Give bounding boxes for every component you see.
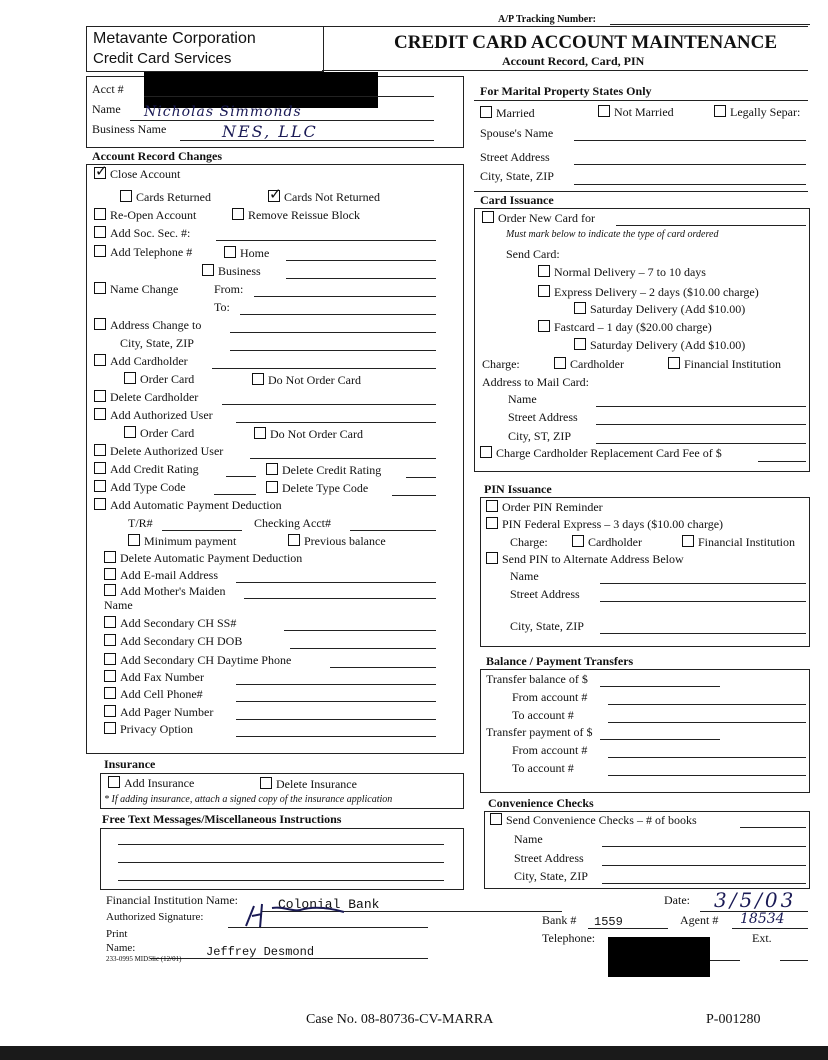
page-title: CREDIT CARD ACCOUNT MAINTENANCE <box>394 32 778 53</box>
delete-type-code-row[interactable]: Delete Type Code <box>266 481 368 496</box>
delete-insurance-row[interactable]: Delete Insurance <box>260 777 357 792</box>
send-checks-row[interactable]: Send Convenience Checks – # of books <box>490 813 697 828</box>
pin-fedex-checkbox[interactable] <box>486 517 498 529</box>
cards-returned-row[interactable]: Cards Returned <box>120 190 211 205</box>
pin-charge-fi-row[interactable]: Financial Institution <box>682 535 795 550</box>
email-field[interactable] <box>236 582 436 583</box>
add-email-row[interactable]: Add E-mail Address <box>104 568 218 583</box>
delete-type-code-checkbox[interactable] <box>266 481 278 493</box>
pin-name-label: Name <box>510 569 539 583</box>
business-phone-row[interactable]: Business <box>202 264 261 279</box>
print-name-label: Name: <box>106 942 136 954</box>
pin-street-field[interactable] <box>600 601 806 602</box>
transfer-balance-label: Transfer balance of $ <box>486 672 588 686</box>
pin-name-field[interactable] <box>600 583 806 584</box>
bank-value[interactable]: 1559 <box>594 915 623 929</box>
checks-title: Convenience Checks <box>488 796 594 810</box>
remove-reissue-checkbox[interactable] <box>232 208 244 220</box>
add-cardholder-field[interactable] <box>212 368 436 369</box>
marital-title: For Marital Property States Only <box>480 84 652 98</box>
pin-title: PIN Issuance <box>484 482 552 496</box>
pin-reminder-row[interactable]: Order PIN Reminder <box>486 500 603 515</box>
name-to-field[interactable] <box>240 314 436 315</box>
prev-balance-row[interactable]: Previous balance <box>288 534 386 549</box>
add-insurance-checkbox[interactable] <box>108 776 120 788</box>
add-auth-user-field[interactable] <box>236 422 436 423</box>
pin-charge-cardholder-checkbox[interactable] <box>572 535 584 547</box>
reopen-row[interactable]: Re-Open Account <box>94 208 196 223</box>
cell-row[interactable]: Add Cell Phone# <box>104 687 203 702</box>
agent-label: Agent # <box>680 913 719 927</box>
pager-row[interactable]: Add Pager Number <box>104 705 213 720</box>
delete-auto-pay-row[interactable]: Delete Automatic Payment Deduction <box>104 551 302 566</box>
not-married-row[interactable]: Not Married <box>598 105 674 120</box>
prev-balance-checkbox[interactable] <box>288 534 300 546</box>
pin-charge-fi-checkbox[interactable] <box>682 535 694 547</box>
marital-street-field[interactable] <box>574 164 806 165</box>
pin-reminder-checkbox[interactable] <box>486 500 498 512</box>
fin-inst-label: Financial Institution Name: <box>106 893 238 907</box>
maiden-field[interactable] <box>244 598 436 599</box>
pin-csz-label: City, State, ZIP <box>510 619 584 633</box>
division-name: Credit Card Services <box>93 50 232 67</box>
cards-not-returned-checkbox[interactable] <box>268 190 280 202</box>
checks-name-label: Name <box>514 832 543 846</box>
must-mark-note: Must mark below to indicate the type of card ordered <box>506 229 719 240</box>
mail-cstz-label: City, ST, ZIP <box>508 429 572 443</box>
fax-row[interactable]: Add Fax Number <box>104 670 204 685</box>
company-box <box>86 26 324 72</box>
add-auth-user-row[interactable]: Add Authorized User <box>94 408 213 423</box>
card-charge-label: Charge: <box>482 357 520 371</box>
fastcard-checkbox[interactable] <box>538 320 550 332</box>
name-change-row[interactable]: Name Change <box>94 282 178 297</box>
legally-sep-checkbox[interactable] <box>714 105 726 117</box>
redaction-telephone <box>608 937 710 977</box>
order-new-field[interactable] <box>616 225 806 226</box>
order-new-checkbox[interactable] <box>482 211 494 223</box>
credit-rating-field[interactable] <box>226 476 256 477</box>
fastcard-row[interactable]: Fastcard – 1 day ($20.00 charge) <box>538 320 712 335</box>
agent-value[interactable]: 18534 <box>740 911 785 927</box>
pin-street-label: Street Address <box>510 587 580 601</box>
form-code: 233-0995 MIDSlic (12/01) <box>106 955 182 963</box>
delete-cardholder-row[interactable]: Delete Cardholder <box>94 390 198 405</box>
cards-returned-checkbox[interactable] <box>120 190 132 202</box>
acct-label: Acct # <box>92 82 124 96</box>
company-name: Metavante Corporation <box>93 30 256 47</box>
sec-dob-field[interactable] <box>290 648 436 649</box>
scan-border <box>0 1046 828 1060</box>
add-credit-rating-checkbox[interactable] <box>94 462 106 474</box>
delete-auth-user-field[interactable] <box>250 458 436 459</box>
married-row[interactable]: Married <box>480 106 535 121</box>
home-phone-field[interactable] <box>286 260 436 261</box>
add-credit-rating-row[interactable]: Add Credit Rating <box>94 462 199 477</box>
saturday2-row[interactable]: Saturday Delivery (Add $10.00) <box>574 338 745 353</box>
do-not-order-row[interactable]: Do Not Order Card <box>252 373 361 388</box>
sec-phone-field[interactable] <box>330 667 436 668</box>
checks-csz-label: City, State, ZIP <box>514 869 588 883</box>
address-change-checkbox[interactable] <box>94 318 106 330</box>
mail-street-field[interactable] <box>596 424 806 425</box>
privacy-row[interactable]: Privacy Option <box>104 722 193 737</box>
normal-delivery-checkbox[interactable] <box>538 265 550 277</box>
close-account-row[interactable]: ✓Close Account <box>94 167 180 182</box>
page-subtitle: Account Record, Card, PIN <box>502 54 645 68</box>
print-name-value[interactable]: Jeffrey Desmond <box>206 945 315 959</box>
saturday1-checkbox[interactable] <box>574 302 586 314</box>
sec-ss-checkbox[interactable] <box>104 616 116 628</box>
legally-sep-row[interactable]: Legally Separ: <box>714 105 800 120</box>
sec-ss-field[interactable] <box>284 630 436 631</box>
name-label: Name <box>92 102 121 116</box>
married-checkbox[interactable] <box>480 106 492 118</box>
reopen-checkbox[interactable] <box>94 208 106 220</box>
order-card2-checkbox[interactable] <box>124 426 136 438</box>
cards-not-returned-row[interactable]: ✓ Cards Not Returned <box>268 190 380 205</box>
send-card-label: Send Card: <box>506 247 560 261</box>
do-not-order-checkbox[interactable] <box>252 373 264 385</box>
marital-csz-label: City, State, ZIP <box>480 169 554 183</box>
saturday1-row[interactable]: Saturday Delivery (Add $10.00) <box>574 302 745 317</box>
to-label: To: <box>214 300 230 314</box>
record-changes-title: Account Record Changes <box>92 149 222 163</box>
replacement-fee-checkbox[interactable] <box>480 446 492 458</box>
min-payment-checkbox[interactable] <box>128 534 140 546</box>
cell-checkbox[interactable] <box>104 687 116 699</box>
add-cardholder-row[interactable]: Add Cardholder <box>94 354 188 369</box>
mail-street-label: Street Address <box>508 410 578 424</box>
signature-scribble[interactable] <box>240 902 370 930</box>
saturday2-checkbox[interactable] <box>574 338 586 350</box>
order-card2-row[interactable]: Order Card <box>124 426 194 441</box>
sec-phone-checkbox[interactable] <box>104 653 116 665</box>
replacement-fee-row[interactable]: Charge Cardholder Replacement Card Fee of $ <box>480 446 722 461</box>
card-charge-cardholder-checkbox[interactable] <box>554 357 566 369</box>
add-soc-row[interactable]: Add Soc. Sec. #: <box>94 226 190 241</box>
print-label: Print <box>106 928 128 940</box>
maiden-name-label: Name <box>104 598 133 612</box>
to2-field[interactable] <box>608 775 806 776</box>
from2-field[interactable] <box>608 757 806 758</box>
name-change-checkbox[interactable] <box>94 282 106 294</box>
delete-credit-rating-field[interactable] <box>406 477 436 478</box>
bank-label: Bank # <box>542 913 577 927</box>
add-auto-pay-row[interactable]: Add Automatic Payment Deduction <box>94 498 282 513</box>
add-soc-checkbox[interactable] <box>94 226 106 238</box>
add-cardholder-checkbox[interactable] <box>94 354 106 366</box>
address-csz-field[interactable] <box>230 350 436 351</box>
mail-cstz-field[interactable] <box>596 443 806 444</box>
fax-field[interactable] <box>236 684 436 685</box>
remove-reissue-row[interactable]: Remove Reissue Block <box>232 208 360 223</box>
checks-street-label: Street Address <box>514 851 584 865</box>
checks-csz-field[interactable] <box>602 883 806 884</box>
cell-field[interactable] <box>236 701 436 702</box>
add-type-code-checkbox[interactable] <box>94 480 106 492</box>
pager-field[interactable] <box>236 719 436 720</box>
mail-name-label: Name <box>508 392 537 406</box>
delete-type-code-field[interactable] <box>392 495 436 496</box>
delete-auto-pay-checkbox[interactable] <box>104 551 116 563</box>
tracking-line[interactable] <box>610 24 810 25</box>
checking-field[interactable] <box>350 530 436 531</box>
sec-dob-row[interactable]: Add Secondary CH DOB <box>104 634 242 649</box>
to2-label: To account # <box>512 761 574 775</box>
redaction-acct <box>144 72 378 108</box>
replacement-fee-field[interactable] <box>758 461 806 462</box>
soc-field[interactable] <box>216 240 436 241</box>
to1-field[interactable] <box>608 722 806 723</box>
order-new-row[interactable]: Order New Card for <box>482 211 595 226</box>
from1-field[interactable] <box>608 704 806 705</box>
min-payment-row[interactable]: Minimum payment <box>128 534 236 549</box>
type-code-field[interactable] <box>214 494 256 495</box>
checks-name-field[interactable] <box>602 846 806 847</box>
delete-auth-user-row[interactable]: Delete Authorized User <box>94 444 223 459</box>
case-number: Case No. 08-80736-CV-MARRA <box>306 1012 494 1027</box>
spouse-field[interactable] <box>574 140 806 141</box>
from1-label: From account # <box>512 690 588 704</box>
card-charge-fi-checkbox[interactable] <box>668 357 680 369</box>
sec-phone-row[interactable]: Add Secondary CH Daytime Phone <box>104 653 291 668</box>
insurance-title: Insurance <box>104 757 156 771</box>
add-insurance-row[interactable]: Add Insurance <box>108 776 194 791</box>
order-card-checkbox[interactable] <box>124 372 136 384</box>
normal-delivery-row[interactable]: Normal Delivery – 7 to 10 days <box>538 265 706 280</box>
pin-charge-cardholder-row[interactable]: Cardholder <box>572 535 642 550</box>
name-value[interactable]: Nicholas Simmonds <box>144 104 302 120</box>
csz-label: City, State, ZIP <box>120 336 194 350</box>
auth-sig-label: Authorized Signature: <box>106 911 204 923</box>
date-value[interactable]: 3/5/03 <box>714 888 797 912</box>
transfer-payment-label: Transfer payment of $ <box>486 725 593 739</box>
add-phone-row[interactable]: Add Telephone # <box>94 245 192 260</box>
not-married-checkbox[interactable] <box>598 105 610 117</box>
pin-charge-label: Charge: <box>510 535 548 549</box>
address-change-field[interactable] <box>230 332 436 333</box>
pin-fedex-row[interactable]: PIN Federal Express – 3 days ($10.00 charge) <box>486 517 723 532</box>
sec-ss-row[interactable]: Add Secondary CH SS# <box>104 616 236 631</box>
business-label: Business Name <box>92 122 167 136</box>
delete-credit-rating-row[interactable]: Delete Credit Rating <box>266 463 381 478</box>
transfer-payment-field[interactable] <box>600 739 720 740</box>
spouse-label: Spouse's Name <box>480 126 554 140</box>
add-auto-pay-checkbox[interactable] <box>94 498 106 510</box>
add-auth-user-checkbox[interactable] <box>94 408 106 420</box>
card-charge-fi-row[interactable]: Financial Institution <box>668 357 781 372</box>
from-label: From: <box>214 282 244 296</box>
books-field[interactable] <box>740 827 806 828</box>
marital-csz-field[interactable] <box>574 184 806 185</box>
express-delivery-checkbox[interactable] <box>538 285 550 297</box>
privacy-field[interactable] <box>236 736 436 737</box>
name-from-field[interactable] <box>254 296 436 297</box>
add-phone-checkbox[interactable] <box>94 245 106 257</box>
free-text-title: Free Text Messages/Miscellaneous Instructions <box>102 812 342 826</box>
delete-insurance-checkbox[interactable] <box>260 777 272 789</box>
address-change-row[interactable]: Address Change to <box>94 318 201 333</box>
telephone-label: Telephone: <box>542 931 596 945</box>
delete-credit-rating-checkbox[interactable] <box>266 463 278 475</box>
business-phone-checkbox[interactable] <box>202 264 214 276</box>
fin-inst-value[interactable]: Colonial Bank <box>278 897 380 912</box>
delete-cardholder-field[interactable] <box>222 404 436 405</box>
date-label: Date: <box>664 893 690 907</box>
from2-label: From account # <box>512 743 588 757</box>
fax-checkbox[interactable] <box>104 670 116 682</box>
bates-number: P-001280 <box>706 1012 761 1027</box>
card-charge-cardholder-row[interactable]: Cardholder <box>554 357 624 372</box>
tr-label: T/R# <box>128 516 153 530</box>
business-value[interactable]: NES, LLC <box>222 122 318 141</box>
home-checkbox[interactable] <box>224 246 236 258</box>
add-email-checkbox[interactable] <box>104 568 116 580</box>
sec-dob-checkbox[interactable] <box>104 634 116 646</box>
order-card-row[interactable]: Order Card <box>124 372 194 387</box>
privacy-checkbox[interactable] <box>104 722 116 734</box>
to1-label: To account # <box>512 708 574 722</box>
business-phone-field[interactable] <box>286 278 436 279</box>
add-maiden-checkbox[interactable] <box>104 584 116 596</box>
transfers-title: Balance / Payment Transfers <box>486 654 634 668</box>
pin-alt-address-row[interactable]: Send PIN to Alternate Address Below <box>486 552 684 567</box>
do-not-order2-row[interactable]: Do Not Order Card <box>254 427 363 442</box>
do-not-order2-checkbox[interactable] <box>254 427 266 439</box>
transfer-balance-field[interactable] <box>600 686 720 687</box>
pager-checkbox[interactable] <box>104 705 116 717</box>
delete-auth-user-checkbox[interactable] <box>94 444 106 456</box>
add-maiden-row[interactable]: Add Mother's Maiden <box>104 584 225 599</box>
tracking-label: A/P Tracking Number: <box>498 14 596 25</box>
checks-street-field[interactable] <box>602 865 806 866</box>
insurance-note: * If adding insurance, attach a signed copy of the insurance application <box>104 794 393 805</box>
ext-label: Ext. <box>752 931 772 945</box>
mail-to-label: Address to Mail Card: <box>482 375 589 389</box>
delete-cardholder-checkbox[interactable] <box>94 390 106 402</box>
pin-alt-address-checkbox[interactable] <box>486 552 498 564</box>
checking-label: Checking Acct# <box>254 516 331 530</box>
mail-name-field[interactable] <box>596 406 806 407</box>
close-account-checkbox[interactable] <box>94 167 106 179</box>
pin-csz-field[interactable] <box>600 633 806 634</box>
send-checks-checkbox[interactable] <box>490 813 502 825</box>
home-row[interactable]: Home <box>224 246 269 261</box>
tr-field[interactable] <box>162 530 242 531</box>
card-issuance-title: Card Issuance <box>480 193 554 207</box>
marital-street-label: Street Address <box>480 150 550 164</box>
express-delivery-row[interactable]: Express Delivery – 2 days ($10.00 charge) <box>538 285 759 300</box>
add-type-code-row[interactable]: Add Type Code <box>94 480 186 495</box>
